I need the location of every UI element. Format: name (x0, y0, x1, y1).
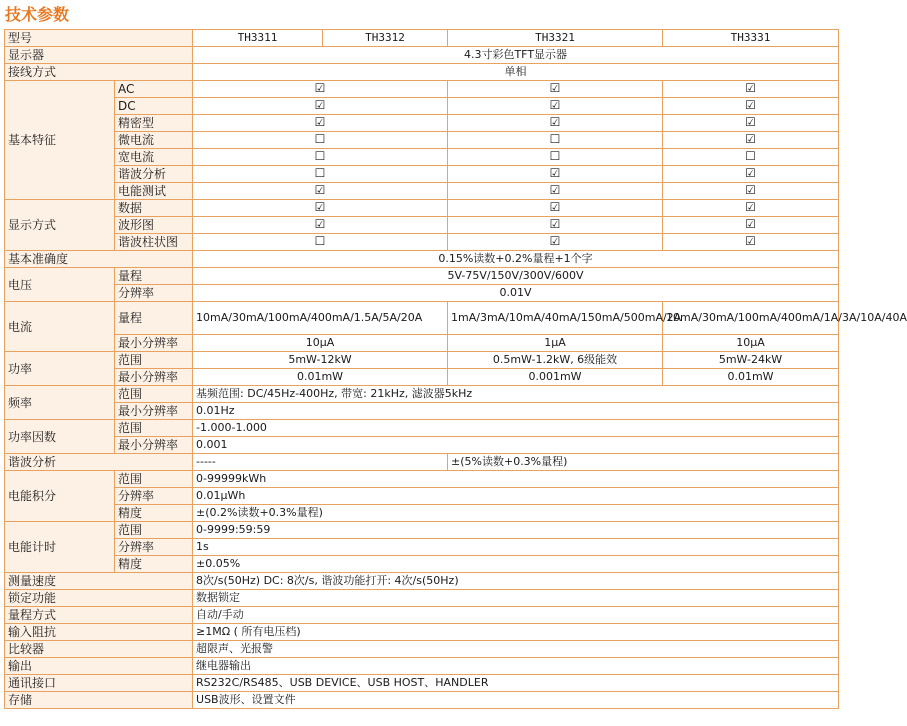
feature-cell (663, 149, 839, 166)
checked-box-icon: ☑ (549, 115, 561, 129)
display-mode-cell (663, 200, 839, 217)
harmonic-value-a: ----- (193, 454, 448, 471)
row-pf-range (5, 420, 839, 437)
checked-box-icon: ☑ (549, 166, 561, 180)
display-mode-cell (193, 234, 448, 251)
misc-row-label: 存储 (5, 692, 193, 709)
checked-box-icon: ☑ (745, 234, 756, 248)
misc-row-value: RS232C/RS485、USB DEVICE、USB HOST、HANDLER (193, 675, 839, 692)
checked-box-icon: ☑ (745, 81, 756, 95)
energy-res-label: 分辨率 (115, 488, 193, 505)
feature-cell (193, 149, 448, 166)
feature-cell (193, 81, 448, 98)
display-mode-section (5, 200, 839, 251)
row-energy-res (5, 488, 839, 505)
feature-row (5, 149, 839, 166)
energy-label: 电能积分 (5, 471, 115, 522)
misc-row-value: 自动/手动 (193, 607, 839, 624)
feature-item-label: 电能测试 (115, 183, 193, 200)
feature-cell (193, 183, 448, 200)
misc-row-value: USB波形、设置文件 (193, 692, 839, 709)
row-frequency-range (5, 386, 839, 403)
harmonic-label: 谐波分析 (5, 454, 193, 471)
misc-row (5, 658, 839, 675)
misc-row-value: ≥1MΩ ( 所有电压档) (193, 624, 839, 641)
feature-cell (663, 132, 839, 149)
display-label: 显示器 (5, 47, 193, 64)
spec-table (4, 29, 907, 709)
checked-box-icon: ☑ (549, 183, 561, 197)
display-mode-row (5, 200, 839, 217)
feature-cell (193, 98, 448, 115)
misc-row-label: 通讯接口 (5, 675, 193, 692)
display-mode-cell (448, 217, 663, 234)
feature-item-label: 谐波分析 (115, 166, 193, 183)
power-res-b: 0.001mW (448, 369, 663, 386)
row-power-res (5, 369, 839, 386)
checked-box-icon: ☑ (549, 217, 561, 231)
voltage-res: 0.01V (193, 285, 839, 302)
misc-row (5, 607, 839, 624)
checked-box-icon: ☑ (314, 115, 326, 129)
row-timer-res (5, 539, 839, 556)
frequency-range-label: 范围 (115, 386, 193, 403)
misc-row (5, 624, 839, 641)
energy-range: 0-99999kWh (193, 471, 839, 488)
misc-row-value: 数据锁定 (193, 590, 839, 607)
row-model (5, 30, 839, 47)
checked-box-icon: ☑ (314, 98, 326, 112)
wiring-label: 接线方式 (5, 64, 193, 81)
misc-row-value: 8次/s(50Hz) DC: 8次/s, 谐波功能打开: 4次/s(50Hz) (193, 573, 839, 590)
feature-item-label: AC (115, 81, 193, 98)
current-range-a: 10mA/30mA/100mA/400mA/1.5A/5A/20A (193, 302, 448, 335)
unchecked-box-icon: ☐ (314, 234, 326, 248)
feature-cell (448, 98, 663, 115)
current-label: 电流 (5, 302, 115, 352)
features-section (5, 81, 839, 200)
display-mode-cell (448, 234, 663, 251)
row-harmonic (5, 454, 839, 471)
pf-range: -1.000-1.000 (193, 420, 839, 437)
checked-box-icon: ☑ (314, 183, 326, 197)
model-th3311: TH3311 (193, 30, 323, 47)
feature-cell (193, 115, 448, 132)
feature-row (5, 132, 839, 149)
misc-row-label: 测量速度 (5, 573, 193, 590)
unchecked-box-icon: ☐ (314, 149, 326, 163)
power-res-label: 最小分辨率 (115, 369, 193, 386)
unchecked-box-icon: ☐ (314, 166, 326, 180)
feature-cell (663, 115, 839, 132)
checked-box-icon: ☑ (745, 166, 756, 180)
display-mode-item-label: 数据 (115, 200, 193, 217)
row-energy-acc (5, 505, 839, 522)
display-value: 4.3寸彩色TFT显示器 (193, 47, 839, 64)
misc-row (5, 692, 839, 709)
misc-row (5, 590, 839, 607)
misc-row-label: 输入阻抗 (5, 624, 193, 641)
checked-box-icon: ☑ (549, 200, 561, 214)
feature-row (5, 81, 839, 98)
voltage-label: 电压 (5, 268, 115, 302)
timer-label: 电能计时 (5, 522, 115, 573)
feature-cell (663, 98, 839, 115)
timer-acc: ±0.05% (193, 556, 839, 573)
checked-box-icon: ☑ (314, 200, 326, 214)
misc-row-value: 继电器输出 (193, 658, 839, 675)
checked-box-icon: ☑ (745, 217, 756, 231)
misc-row-label: 输出 (5, 658, 193, 675)
current-res-a: 10μA (193, 335, 448, 352)
energy-res: 0.01μWh (193, 488, 839, 505)
feature-cell (448, 132, 663, 149)
row-timer-range (5, 522, 839, 539)
timer-range-label: 范围 (115, 522, 193, 539)
feature-row (5, 98, 839, 115)
energy-acc-label: 精度 (115, 505, 193, 522)
misc-row (5, 573, 839, 590)
display-mode-cell (663, 217, 839, 234)
misc-row-label: 比较器 (5, 641, 193, 658)
page-title: 技术参数 (5, 5, 70, 24)
feature-row (5, 183, 839, 200)
feature-cell (663, 183, 839, 200)
model-th3312: TH3312 (323, 30, 448, 47)
power-range-label: 范围 (115, 352, 193, 369)
misc-row-label: 量程方式 (5, 607, 193, 624)
accuracy-value: 0.15%读数+0.2%量程+1个字 (193, 251, 839, 268)
checked-box-icon: ☑ (314, 81, 326, 95)
feature-cell (448, 149, 663, 166)
feature-row (5, 166, 839, 183)
timer-range: 0-9999:59:59 (193, 522, 839, 539)
row-current-res (5, 335, 839, 352)
current-range-b: 1mA/3mA/10mA/40mA/150mA/500mA/2A (448, 302, 663, 335)
power-range-c: 5mW-24kW (663, 352, 839, 369)
display-mode-cell (193, 217, 448, 234)
unchecked-box-icon: ☐ (314, 132, 326, 146)
feature-row (5, 115, 839, 132)
voltage-range: 5V-75V/150V/300V/600V (193, 268, 839, 285)
row-timer-acc (5, 556, 839, 573)
frequency-res-label: 最小分辨率 (115, 403, 193, 420)
misc-row (5, 675, 839, 692)
misc-row (5, 641, 839, 658)
current-range-label: 量程 (115, 302, 193, 335)
display-mode-cell (193, 200, 448, 217)
current-res-c: 10μA (663, 335, 839, 352)
checked-box-icon: ☑ (549, 81, 561, 95)
row-display (5, 47, 839, 64)
feature-cell (448, 115, 663, 132)
wiring-value: 单相 (193, 64, 839, 81)
feature-label: 基本特征 (5, 81, 115, 200)
power-res-a: 0.01mW (193, 369, 448, 386)
display-mode-row (5, 217, 839, 234)
frequency-label: 频率 (5, 386, 115, 420)
checked-box-icon: ☑ (745, 183, 756, 197)
feature-cell (663, 166, 839, 183)
unchecked-box-icon: ☐ (549, 149, 561, 163)
pf-res: 0.001 (193, 437, 839, 454)
row-pf-res (5, 437, 839, 454)
feature-cell (448, 166, 663, 183)
feature-cell (193, 166, 448, 183)
checked-box-icon: ☑ (745, 115, 756, 129)
feature-cell (448, 81, 663, 98)
pf-range-label: 范围 (115, 420, 193, 437)
power-res-c: 0.01mW (663, 369, 839, 386)
power-range-a: 5mW-12kW (193, 352, 448, 369)
energy-range-label: 范围 (115, 471, 193, 488)
feature-cell (193, 132, 448, 149)
frequency-res: 0.01Hz (193, 403, 839, 420)
row-wiring (5, 64, 839, 81)
model-label: 型号 (5, 30, 193, 47)
display-mode-cell (448, 200, 663, 217)
display-mode-cell (663, 234, 839, 251)
pf-res-label: 最小分辨率 (115, 437, 193, 454)
harmonic-value-b: ±(5%读数+0.3%量程) (448, 454, 839, 471)
current-range-c: 10mA/30mA/100mA/400mA/1A/3A/10A/40A (663, 302, 839, 335)
row-voltage-range (5, 268, 839, 285)
display-mode-item-label: 波形图 (115, 217, 193, 234)
feature-cell (448, 183, 663, 200)
row-voltage-res (5, 285, 839, 302)
timer-acc-label: 精度 (115, 556, 193, 573)
feature-cell (663, 81, 839, 98)
checked-box-icon: ☑ (745, 200, 756, 214)
checked-box-icon: ☑ (549, 98, 561, 112)
pf-label: 功率因数 (5, 420, 115, 454)
voltage-range-label: 量程 (115, 268, 193, 285)
row-power-range (5, 352, 839, 369)
row-accuracy (5, 251, 839, 268)
feature-item-label: 宽电流 (115, 149, 193, 166)
row-current-range (5, 302, 839, 335)
timer-res-label: 分辨率 (115, 539, 193, 556)
model-th3331: TH3331 (663, 30, 839, 47)
display-mode-row (5, 234, 839, 251)
checked-box-icon: ☑ (549, 234, 561, 248)
misc-row-label: 锁定功能 (5, 590, 193, 607)
current-res-label: 最小分辨率 (115, 335, 193, 352)
timer-res: 1s (193, 539, 839, 556)
current-res-b: 1μA (448, 335, 663, 352)
unchecked-box-icon: ☐ (549, 132, 561, 146)
power-range-b: 0.5mW-1.2kW, 6级能效 (448, 352, 663, 369)
feature-item-label: DC (115, 98, 193, 115)
feature-item-label: 精密型 (115, 115, 193, 132)
accuracy-label: 基本准确度 (5, 251, 193, 268)
display-mode-item-label: 谐波柱状图 (115, 234, 193, 251)
checked-box-icon: ☑ (745, 98, 756, 112)
energy-acc: ±(0.2%读数+0.3%量程) (193, 505, 839, 522)
display-mode-label: 显示方式 (5, 200, 115, 251)
misc-row-value: 超限声、光报警 (193, 641, 839, 658)
unchecked-box-icon: ☐ (745, 149, 756, 163)
model-th3321: TH3321 (448, 30, 663, 47)
row-energy-range (5, 471, 839, 488)
misc-section (5, 573, 839, 709)
voltage-res-label: 分辨率 (115, 285, 193, 302)
checked-box-icon: ☑ (314, 217, 326, 231)
feature-item-label: 微电流 (115, 132, 193, 149)
frequency-range: 基频范围: DC/45Hz-400Hz, 带宽: 21kHz, 滤波器5kHz (193, 386, 839, 403)
row-frequency-res (5, 403, 839, 420)
checked-box-icon: ☑ (745, 132, 756, 146)
power-label: 功率 (5, 352, 115, 386)
